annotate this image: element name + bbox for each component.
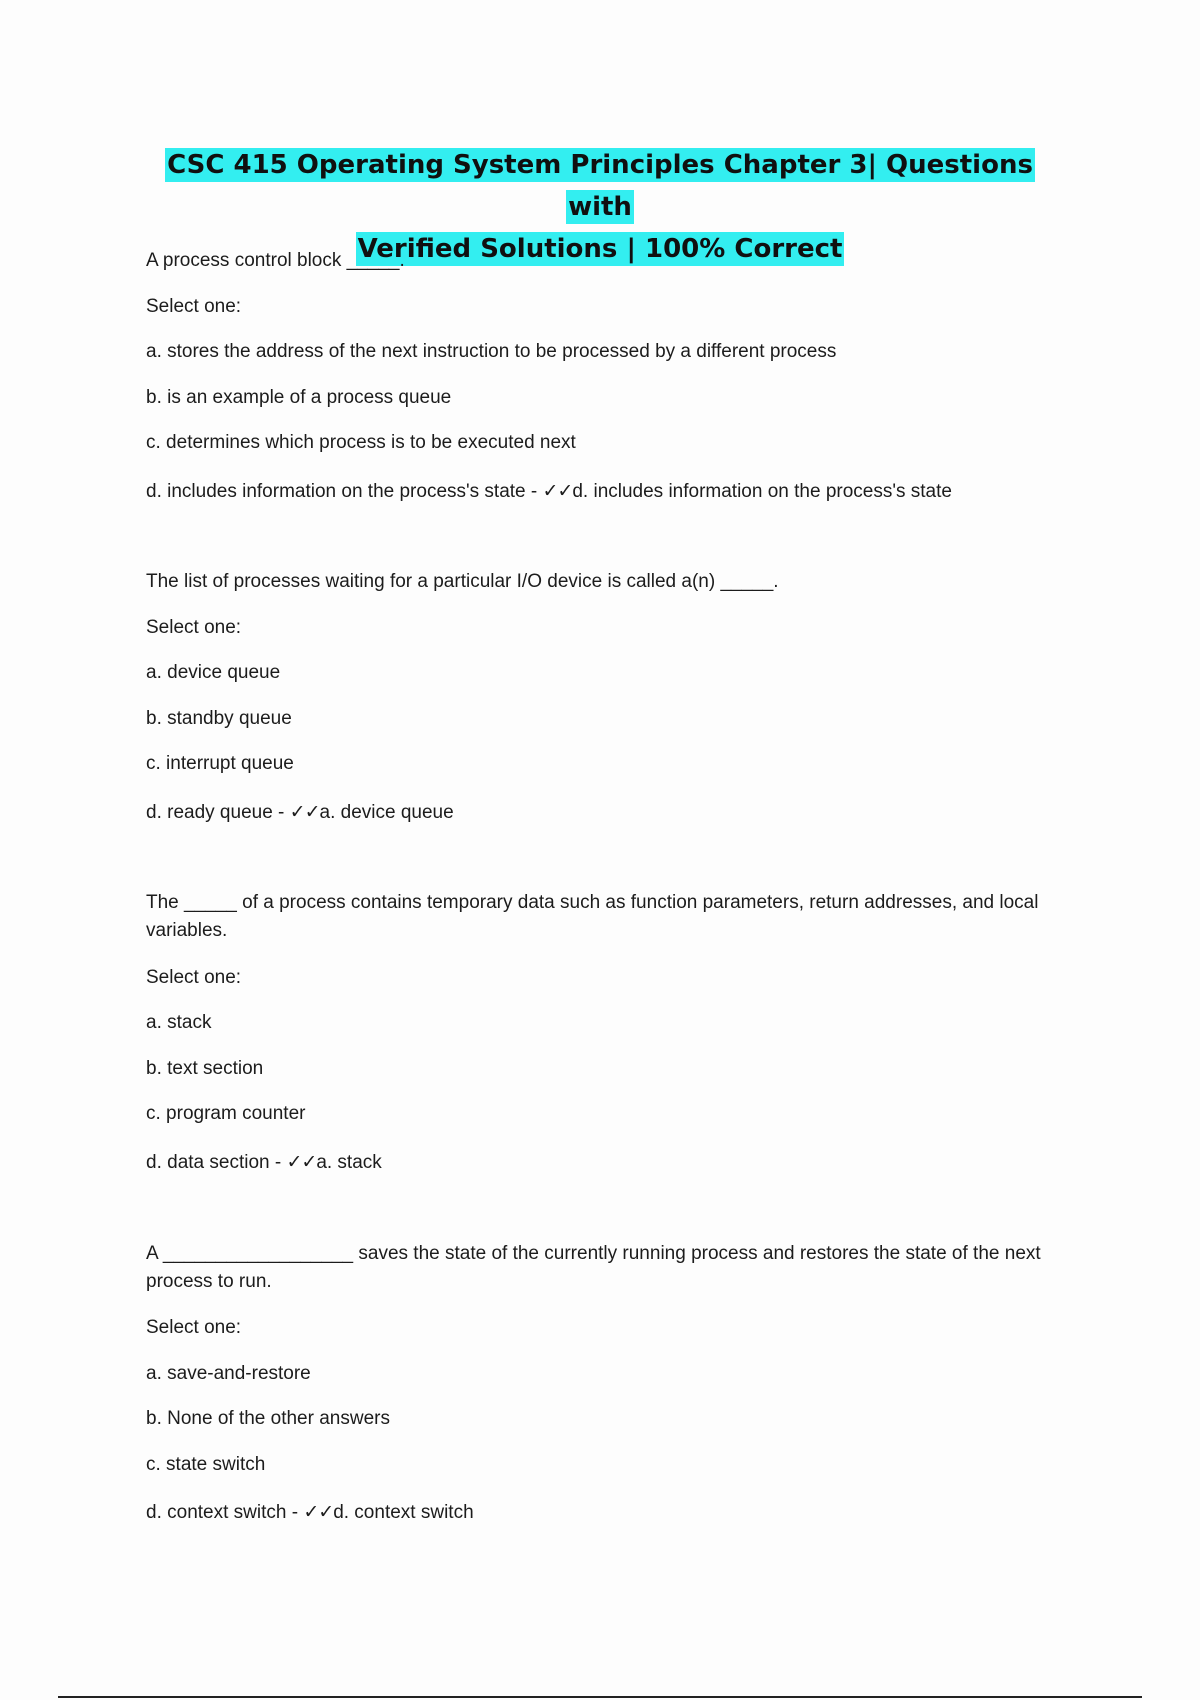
q3-answer: a. stack — [316, 1152, 382, 1173]
q3-option-c: c. program counter — [146, 1103, 306, 1124]
q4-option-c: c. state switch — [146, 1454, 266, 1475]
footer-divider — [58, 1696, 1142, 1698]
q1-question: A process control block _____. — [146, 250, 405, 271]
q1-select-one: Select one: — [146, 296, 242, 317]
q1-option-d-with-answer — [146, 477, 952, 506]
q2-option-c: c. interrupt queue — [146, 753, 294, 774]
check-mark-icon: ✓✓ — [303, 1501, 334, 1523]
check-mark-icon: ✓✓ — [289, 801, 320, 823]
q4-option-b: b. None of the other answers — [146, 1408, 390, 1429]
q3-option-a: a. stack — [146, 1012, 212, 1033]
q1-option-c: c. determines which process is to be executed next — [146, 432, 576, 453]
q2-option-a: a. device queue — [146, 662, 281, 683]
q2-answer: a. device queue — [319, 802, 454, 823]
q1-option-b: b. is an example of a process queue — [146, 387, 452, 408]
q1-option-d: d. includes information on the process's state - — [146, 481, 543, 502]
q1-answer: d. includes information on the process's state — [572, 481, 952, 502]
q1-option-a: a. stores the address of the next instruction to be processed by a different process — [146, 341, 837, 362]
check-mark-icon: ✓✓ — [286, 1151, 317, 1173]
q3-option-b: b. text section — [146, 1058, 264, 1079]
q3-option-d-with-answer — [146, 1148, 382, 1177]
q2-select-one: Select one: — [146, 617, 242, 638]
q4-answer: d. context switch — [333, 1502, 474, 1523]
q4-question: A __________________ saves the state of the currently running process and restores the state of the next process to run. — [146, 1243, 1041, 1292]
q4-select-one: Select one: — [146, 1317, 242, 1338]
check-mark-icon: ✓✓ — [542, 480, 573, 502]
q3-question: The _____ of a process contains temporary data such as function parameters, return addresses, and local variables. — [146, 892, 1039, 941]
title-line-1: CSC 415 Operating System Principles Chapter 3| Questions with — [167, 150, 1033, 222]
q4-option-d: d. context switch - — [146, 1502, 304, 1523]
title-line-2: Verified Solutions | 100% Correct — [357, 234, 843, 264]
q3-option-d: d. data section - — [146, 1152, 287, 1173]
q2-question: The list of processes waiting for a particular I/O device is called a(n) _____. — [146, 571, 779, 592]
q3-select-one: Select one: — [146, 967, 242, 988]
q2-option-b: b. standby queue — [146, 708, 292, 729]
q4-option-d-with-answer — [146, 1498, 474, 1527]
q2-option-d-with-answer — [146, 798, 454, 827]
q2-option-d: d. ready queue - — [146, 802, 290, 823]
q4-option-a: a. save-and-restore — [146, 1363, 311, 1384]
